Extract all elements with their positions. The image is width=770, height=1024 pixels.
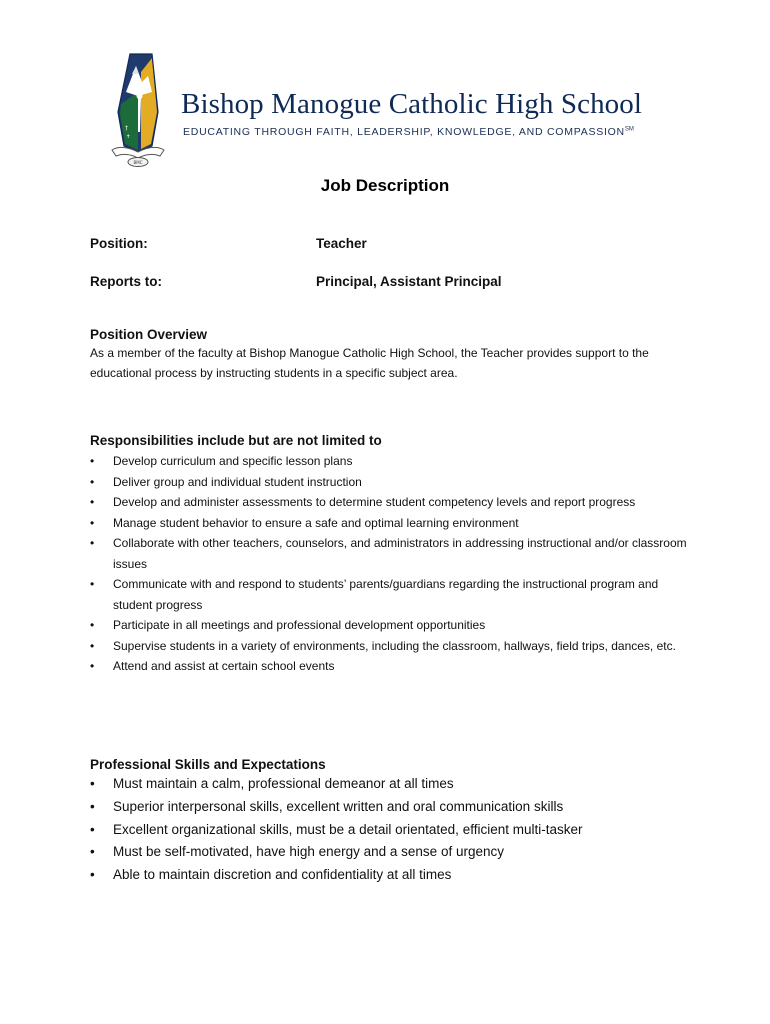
position-value: Teacher (316, 236, 367, 251)
list-item: • Must maintain a calm, professional demeanor at all times (90, 773, 690, 796)
svg-text:†: † (125, 125, 128, 132)
list-item: • Communicate with and respond to students’ parents/guardians regarding the instructional program and student progress (90, 574, 690, 615)
position-overview-heading: Position Overview (90, 327, 208, 342)
list-item: • Excellent organizational skills, must be a detail orientated, efficient multi-tasker (90, 819, 690, 842)
service-mark: SM (624, 126, 634, 133)
list-item: • Supervise students in a variety of environments, including the classroom, hallways, field trips, dances, etc. (90, 636, 690, 657)
reports-to-label: Reports to: (90, 274, 162, 289)
list-item: • Must be self-motivated, have high energy and a sense of urgency (90, 841, 690, 864)
list-item: • Able to maintain discretion and confidentiality at all times (90, 864, 690, 887)
position-label: Position: (90, 236, 148, 251)
skills-list (90, 773, 690, 887)
reports-to-value: Principal, Assistant Principal (316, 274, 502, 289)
reports-to-row (90, 274, 502, 289)
list-item: • Develop and administer assessments to determine student competency levels and report progress (90, 492, 690, 513)
responsibilities-heading: Responsibilities include but are not limited to (90, 433, 382, 448)
school-logo (108, 52, 168, 170)
position-overview-text: As a member of the faculty at Bishop Manogue Catholic High School, the Teacher provides support to the educational process by instructing students in a specific subject area. (90, 346, 649, 380)
position-row (90, 236, 367, 251)
school-name: Bishop Manogue Catholic High School (181, 88, 643, 120)
list-item: • Deliver group and individual student instruction (90, 472, 690, 493)
svg-text:BMC: BMC (133, 160, 143, 165)
responsibilities-list (90, 451, 690, 677)
svg-text:✝: ✝ (126, 134, 131, 140)
document-title: Job Description (320, 176, 450, 195)
list-item: • Collaborate with other teachers, counselors, and administrators in addressing instructional and/or classroom issues (90, 533, 690, 574)
list-item: • Manage student behavior to ensure a safe and optimal learning environment (90, 513, 690, 534)
list-item: • Superior interpersonal skills, excellent written and oral communication skills (90, 796, 690, 819)
school-tagline: EDUCATING THROUGH FAITH, LEADERSHIP, KNOWLEDGE, AND COMPASSION℠ (183, 126, 634, 138)
list-item: • Participate in all meetings and professional development opportunities (90, 615, 690, 636)
list-item: • Develop curriculum and specific lesson plans (90, 451, 690, 472)
skills-heading: Professional Skills and Expectations (90, 757, 326, 772)
list-item: • Attend and assist at certain school events (90, 656, 690, 677)
